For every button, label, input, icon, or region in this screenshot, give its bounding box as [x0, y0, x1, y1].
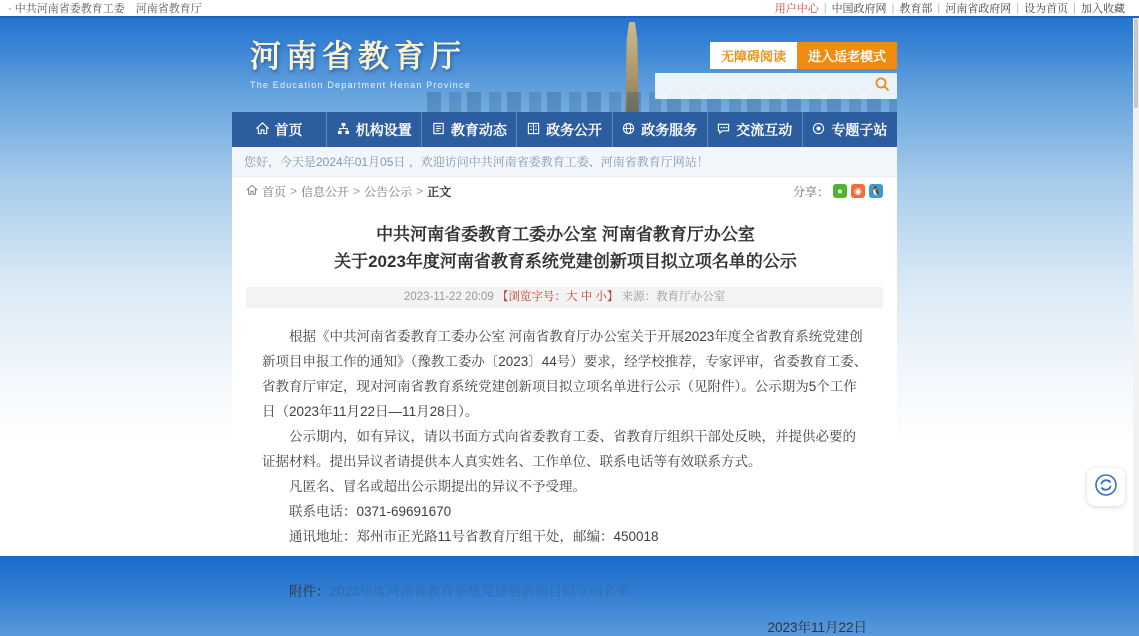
chat-icon	[717, 122, 730, 138]
wechat-share-icon[interactable]: ●	[833, 184, 847, 198]
set-homepage-link[interactable]: 设为首页	[1024, 3, 1069, 15]
nav-item-home[interactable]: 首页	[232, 112, 326, 147]
main-navigation	[232, 112, 897, 147]
site-logo[interactable]	[250, 31, 471, 90]
article-source: 来源：教育厅办公室	[621, 291, 726, 304]
home-icon	[256, 122, 269, 138]
breadcrumb-announcements[interactable]: 公告公示	[364, 184, 413, 199]
search-input[interactable]	[655, 73, 867, 99]
top-utility-bar: · 中共河南省委教育工委 河南省教育厅 用户中心 | 中国政府网 | 教育部 | 河南省政府网 | 设为首页 | 加入收藏	[0, 0, 1139, 18]
paragraph: 凡匿名、冒名或超出公示期提出的异议不予受理。	[289, 479, 586, 495]
subsite-icon	[812, 122, 825, 138]
nav-item-education-news[interactable]: 教育动态	[421, 112, 516, 147]
share-label: 分享：	[792, 184, 829, 199]
nav-item-organization[interactable]: 机构设置	[326, 112, 421, 147]
search-button[interactable]	[867, 73, 897, 99]
open-gov-icon	[527, 122, 540, 138]
site-banner	[0, 18, 1139, 112]
paragraph: 根据《中共河南省委教育工委办公室 河南省教育厅办公室关于开展2023年度全省教育系统党建创新项目申报工作的通知》（豫教工委办〔2023〕44号）要求，经学校推荐，专家评审，省委教育工委、省教育厅审定，现对河南省教育系统党建创新项目拟立项名单进行公示（见附件）。公示期为5个工作日（2023年11月22日—11月28日）。	[262, 329, 868, 420]
attachment-label: 附件：	[289, 584, 330, 600]
search-box	[655, 73, 897, 99]
breadcrumb: 首页 > 信息公开 > 公告公示 > 正文 分享： ● ◉ 🐧	[232, 177, 897, 205]
add-favorite-link[interactable]: 加入收藏	[1081, 3, 1125, 15]
welcome-strip	[232, 147, 897, 177]
henan-gov-link[interactable]: 河南省政府网	[945, 3, 1012, 15]
breadcrumb-home-icon	[246, 184, 258, 199]
scrollbar-thumb[interactable]	[1134, 18, 1138, 108]
attachment-row	[262, 579, 869, 604]
service-icon	[622, 122, 635, 138]
elder-mode-button[interactable]: 进入适老模式	[797, 42, 897, 69]
floating-assistant-button[interactable]	[1087, 468, 1125, 506]
accessibility-reading-button[interactable]: 无障碍阅读	[710, 42, 797, 69]
attachment-link[interactable]: 2023年度河南省教育系统党建创新项目拟立项名单	[329, 584, 630, 600]
breadcrumb-current: 正文	[427, 184, 452, 199]
site-title: 河南省教育厅	[250, 39, 466, 75]
paragraph: 公示期内，如有异议，请以书面方式向省委教育工委、省教育厅组织干部处反映，并提供必要的证据材料。提出异议者请提供本人真实姓名、工作单位、联系电话等有效联系方式。	[262, 429, 856, 470]
publish-datetime: 2023-11-22 20:09	[403, 291, 494, 304]
moe-link[interactable]: 教育部	[899, 3, 933, 15]
article-body	[262, 324, 869, 549]
org-icon	[337, 122, 350, 138]
article-meta-bar	[246, 287, 883, 308]
article-date: 2023年11月22日	[767, 620, 867, 636]
site-owner-text: · 中共河南省委教育工委 河南省教育厅	[8, 3, 202, 15]
font-size-control[interactable]: 【浏览字号：大 中 小】	[497, 291, 619, 304]
breadcrumb-info-disclosure[interactable]: 信息公开	[301, 184, 350, 199]
scrollbar[interactable]	[1133, 18, 1139, 556]
paragraph: 通讯地址：郑州市正光路11号省教育厅组干处，邮编：450018	[289, 529, 659, 545]
welcome-text: 您好，今天是2024年01月05日 ，欢迎访问中共河南省委教育工委、河南省教育厅网站！	[244, 155, 709, 169]
nav-item-interaction[interactable]: 交流互动	[707, 112, 802, 147]
user-center-link[interactable]: 用户中心	[774, 3, 819, 15]
breadcrumb-home[interactable]: 首页	[262, 184, 287, 199]
search-icon	[874, 76, 890, 97]
site-subtitle: The Education Department Henan Province	[250, 80, 471, 90]
nav-item-government-services[interactable]: 政务服务	[612, 112, 707, 147]
refresh-circle-icon	[1094, 473, 1118, 502]
main-content-column	[232, 112, 897, 636]
paragraph: 联系电话：0371-69691670	[289, 504, 452, 520]
article	[232, 205, 897, 636]
nav-item-open-government[interactable]: 政务公开	[516, 112, 611, 147]
weibo-share-icon[interactable]: ◉	[851, 184, 865, 198]
nav-item-special-subsites[interactable]: 专题子站	[802, 112, 897, 147]
news-icon	[432, 122, 445, 138]
article-title-line1: 中共河南省委教育工委办公室 河南省教育厅办公室	[376, 225, 755, 244]
qq-share-icon[interactable]: 🐧	[869, 184, 883, 198]
article-title	[262, 221, 869, 275]
china-gov-link[interactable]: 中国政府网	[831, 3, 887, 15]
article-title-line2: 关于2023年度河南省教育系统党建创新项目拟立项名单的公示	[334, 252, 797, 272]
